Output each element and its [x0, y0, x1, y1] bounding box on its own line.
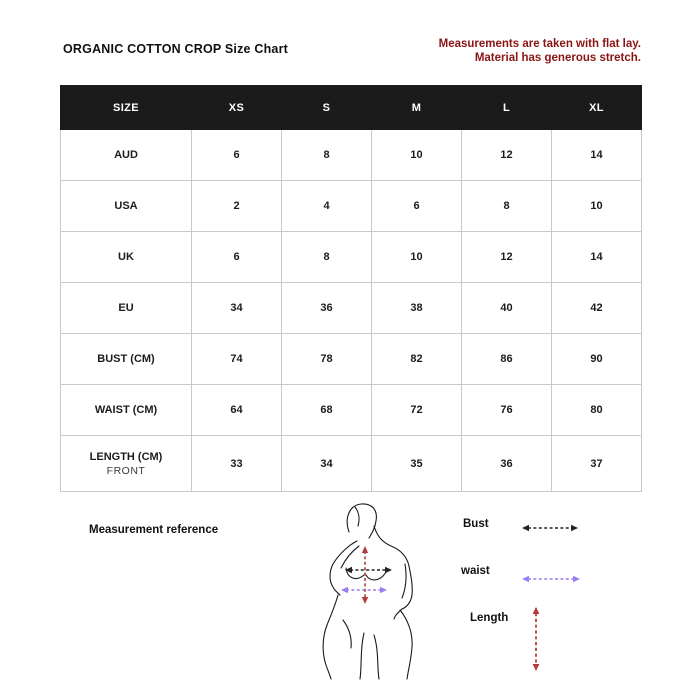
legend-label-bust: Bust [463, 518, 489, 530]
table-row-eu [61, 283, 642, 334]
row-label: AUD [61, 130, 192, 181]
header-cell-xs: XS [192, 86, 282, 130]
header-cell-xl: XL [552, 86, 642, 130]
size-chart-table [60, 85, 642, 492]
size-value-cell: 10 [372, 232, 462, 283]
size-value-cell: 34 [192, 283, 282, 334]
size-value-cell: 90 [552, 334, 642, 385]
header-cell-s: S [282, 86, 372, 130]
size-value-cell: 64 [192, 385, 282, 436]
body-silhouette-figure [318, 502, 420, 682]
size-value-cell: 10 [552, 181, 642, 232]
size-value-cell: 2 [192, 181, 282, 232]
page-title: ORGANIC COTTON CROP Size Chart [63, 42, 289, 56]
waist-arrow-icon [522, 571, 580, 589]
size-value-cell: 8 [282, 130, 372, 181]
row-label: BUST (CM) [61, 334, 192, 385]
header-cell-size: SIZE [61, 86, 192, 130]
size-value-cell: 86 [462, 334, 552, 385]
size-value-cell: 6 [372, 181, 462, 232]
row-label [61, 436, 192, 492]
size-value-cell: 76 [462, 385, 552, 436]
length-arrow-icon [530, 607, 542, 676]
size-value-cell: 37 [552, 436, 642, 492]
size-value-cell: 14 [552, 232, 642, 283]
table-row-uk [61, 232, 642, 283]
size-value-cell: 78 [282, 334, 372, 385]
figure-waist-arrow [341, 587, 387, 593]
figure-length-arrow [362, 546, 368, 604]
table-row-bust [61, 334, 642, 385]
size-value-cell: 6 [192, 232, 282, 283]
size-value-cell: 35 [372, 436, 462, 492]
size-value-cell: 40 [462, 283, 552, 334]
row-label-sub: FRONT [106, 464, 146, 477]
size-value-cell: 38 [372, 283, 462, 334]
row-label-main: LENGTH (CM) [89, 450, 163, 463]
table-row-usa [61, 181, 642, 232]
row-label: WAIST (CM) [61, 385, 192, 436]
table-row-waist [61, 385, 642, 436]
size-value-cell: 10 [372, 130, 462, 181]
row-label: EU [61, 283, 192, 334]
body-silhouette-icon [318, 502, 420, 682]
size-value-cell: 74 [192, 334, 282, 385]
size-value-cell: 6 [192, 130, 282, 181]
size-value-cell: 14 [552, 130, 642, 181]
size-value-cell: 12 [462, 232, 552, 283]
header-cell-l: L [462, 86, 552, 130]
legend-label-waist: waist [461, 565, 490, 577]
header-cell-m: M [372, 86, 462, 130]
row-label: UK [61, 232, 192, 283]
size-value-cell: 12 [462, 130, 552, 181]
note-line-1: Measurements are taken with flat lay. [438, 38, 641, 50]
size-chart-table-wrap [60, 85, 642, 492]
size-value-cell: 36 [462, 436, 552, 492]
size-value-cell: 72 [372, 385, 462, 436]
size-value-cell: 36 [282, 283, 372, 334]
note-line-2: Material has generous stretch. [474, 51, 641, 64]
figure-bust-arrow [345, 567, 392, 573]
table-row-length [61, 436, 642, 492]
size-value-cell: 42 [552, 283, 642, 334]
size-value-cell: 34 [282, 436, 372, 492]
table-row-aud [61, 130, 642, 181]
size-value-cell: 33 [192, 436, 282, 492]
size-value-cell: 80 [552, 385, 642, 436]
header-row [61, 86, 642, 130]
size-value-cell: 82 [372, 334, 462, 385]
size-value-cell: 4 [282, 181, 372, 232]
measurement-reference-heading: Measurement reference [89, 524, 219, 536]
size-value-cell: 8 [462, 181, 552, 232]
row-label: USA [61, 181, 192, 232]
legend-label-length: Length [470, 612, 509, 624]
size-value-cell: 68 [282, 385, 372, 436]
measurement-note [341, 38, 641, 66]
size-value-cell: 8 [282, 232, 372, 283]
bust-arrow-icon [522, 520, 578, 538]
